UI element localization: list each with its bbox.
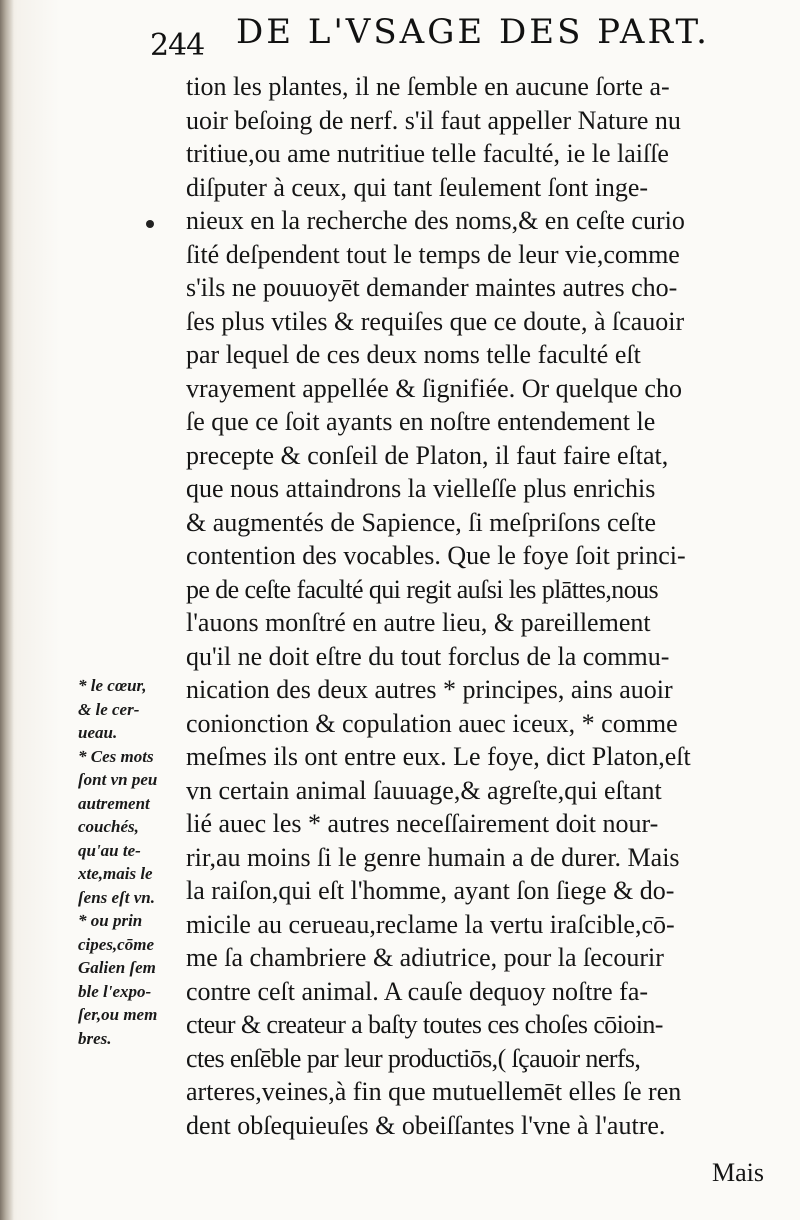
- body-line: me ſa chambriere & adiutrice, pour la ſecourir: [186, 943, 664, 972]
- body-line: micile au cerueau,reclame la vertu iraſcible,cō-: [186, 909, 675, 939]
- margin-note-line: couchés,: [78, 817, 139, 836]
- margin-note-line: bres.: [78, 1028, 112, 1048]
- body-line: par lequel de ces deux noms telle faculté eſt: [186, 340, 641, 369]
- margin-note-line: ſer,ou mem: [78, 1005, 158, 1024]
- body-line: precepte & conſeil de Platon, il faut faire eſtat,: [186, 440, 669, 470]
- body-line: qu'il ne doit eſtre du tout forclus de la commu-: [186, 641, 670, 671]
- body-line: la raiſon,qui eſt l'homme, ayant ſon ſiege & do-: [186, 876, 675, 905]
- margin-note-line: qu'au te-: [78, 840, 141, 860]
- body-line: vn certain animal ſauuage,& agreſte,qui eſtant: [186, 775, 662, 805]
- margin-note-line: ble l'expo-: [78, 981, 152, 1001]
- margin-note-line: * ou prin: [78, 911, 143, 930]
- body-line: nication des deux autres * principes, ains auoir: [186, 675, 673, 704]
- margin-notes: [78, 674, 186, 1050]
- margin-note-line: Galien ſem: [78, 958, 156, 977]
- body-line: cteur & createur a baſty toutes ces choſes cōioin-: [186, 1010, 663, 1039]
- body-text: [186, 70, 762, 1142]
- body-line: vrayement appellée & ſignifiée. Or quelque cho: [186, 373, 682, 403]
- body-line: conionction & copulation auec iceux, * comme: [186, 708, 678, 738]
- body-line: meſmes ils ont entre eux. Le foye, dict Platon,eſt: [186, 742, 691, 771]
- page-number: 244: [150, 28, 205, 63]
- body-line: ſes plus vtiles & requiſes que ce doute, à ſcauoir: [186, 306, 685, 336]
- body-line: que nous attaindrons la vielleſſe plus enrichis: [186, 474, 656, 503]
- catchword: Mais: [712, 1158, 764, 1187]
- margin-note-line: cipes,cōme: [78, 934, 154, 954]
- margin-note-line: & le cer-: [78, 699, 140, 719]
- body-line: uoir beſoing de nerf. s'il faut appeller Nature nu: [186, 105, 681, 135]
- body-line: s'ils ne pouuoyēt demander maintes autres cho-: [186, 273, 678, 302]
- body-line: tritiue,ou ame nutritiue telle faculté, ie le laiſſe: [186, 139, 669, 168]
- margin-note-line: xte,mais le: [78, 864, 153, 883]
- body-line: diſputer à ceux, qui tant ſeulement ſont inge-: [186, 172, 649, 202]
- body-line: rir,au moins ſi le genre humain a de durer. Mais: [186, 842, 680, 872]
- margin-note-line: ſont vn peu: [78, 770, 158, 789]
- body-line: pe de ceſte faculté qui regit auſsi les plāttes,nous: [186, 574, 659, 604]
- margin-note-line: ſens eſt vn.: [78, 887, 155, 907]
- body-line: ſe que ce ſoit ayants en noſtre entendement le: [186, 407, 656, 436]
- body-line: dent obſequieuſes & obeiſſantes l'vne à l'autre.: [186, 1110, 666, 1140]
- margin-note-line: autrement: [78, 793, 150, 813]
- body-line: contre ceſt animal. A cauſe dequoy noſtre fa-: [186, 976, 649, 1006]
- body-line: nieux en la recherche des noms,& en ceſte curio: [186, 206, 685, 235]
- body-line: arteres,veines,à fin que mutuellemēt elles ſe ren: [186, 1077, 682, 1106]
- body-line: ſité deſpendent tout le temps de leur vie,comme: [186, 239, 680, 269]
- body-line: tion les plantes, il ne ſemble en aucune ſorte a-: [186, 72, 670, 101]
- bullet-mark: [146, 220, 154, 228]
- margin-note-line: * Ces mots: [78, 746, 154, 766]
- body-line: contention des vocables. Que le foye ſoit princi-: [186, 541, 686, 570]
- body-line: lié auec les * autres neceſſairement doit nour-: [186, 809, 659, 838]
- running-title: DE L'VSAGE DES PART.: [236, 12, 710, 52]
- body-line: ctes enſēble par leur productiōs,( ſçauoir nerfs,: [186, 1043, 641, 1073]
- body-line: & augmentés de Sapience, ſi meſpriſons ceſte: [186, 507, 657, 537]
- body-line: l'auons monſtré en autre lieu, & pareillement: [186, 608, 651, 637]
- margin-note-line: ueau.: [78, 723, 118, 742]
- binding-edge: [0, 0, 14, 1220]
- margin-note-line: * le cœur,: [78, 676, 147, 695]
